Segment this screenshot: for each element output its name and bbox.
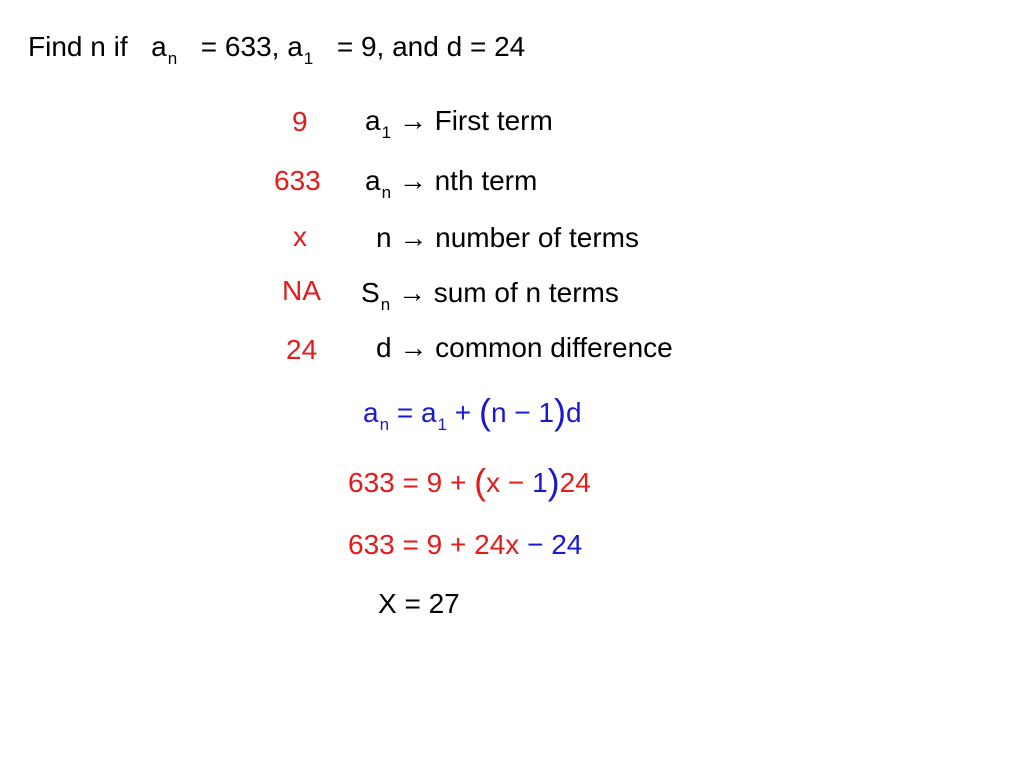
formula-one: 1: [538, 397, 555, 428]
sub2-eq: =: [402, 529, 419, 560]
arrow-icon: →: [399, 222, 428, 253]
def-symbol: a: [365, 105, 381, 136]
substitution-line-2: [348, 531, 582, 559]
sub1-24: 24: [559, 467, 591, 498]
def-number-of-terms: [376, 224, 639, 252]
value-nth-term: 633: [274, 165, 321, 196]
sub1-right-paren: ): [547, 461, 560, 502]
sub1-x: x: [486, 467, 501, 498]
n-var: n: [90, 31, 106, 62]
def-sum-of-terms: [361, 277, 619, 314]
a1-value: 9,: [360, 31, 385, 62]
if-word: if: [113, 31, 128, 62]
formula-eq: =: [396, 397, 414, 428]
sub2-633: 633: [348, 529, 395, 560]
def-first-term: [365, 105, 553, 142]
formula-a: a: [363, 397, 379, 428]
sub2-24x: 24x: [474, 529, 520, 560]
sub1-one: 1: [532, 467, 548, 498]
def-common-difference: [376, 334, 673, 362]
def-subscript: n: [380, 295, 391, 314]
def-text: common difference: [435, 332, 673, 363]
formula-n: n: [490, 397, 507, 428]
an-value: 633,: [224, 31, 280, 62]
value-sum-of-terms: NA: [282, 275, 321, 306]
sub1-9: 9: [426, 467, 443, 498]
formula-minus: −: [514, 397, 531, 428]
value-common-difference: 24: [286, 334, 318, 365]
equals-sign: =: [469, 31, 487, 62]
a1-symbol: a: [287, 31, 303, 62]
problem-statement: [28, 31, 526, 68]
formula-d: d: [566, 397, 582, 428]
formula-left-paren: (: [478, 391, 491, 432]
def-subscript: 1: [381, 123, 392, 142]
an-symbol: a: [151, 31, 167, 62]
value-number-of-terms: x: [293, 221, 307, 252]
arrow-icon: →: [398, 165, 427, 196]
def-subscript: n: [381, 183, 392, 202]
arrow-icon: →: [397, 277, 426, 308]
formula-sub-n: n: [379, 415, 390, 434]
general-formula: [363, 391, 582, 434]
def-symbol: a: [365, 165, 381, 196]
formula-right-paren: ): [554, 391, 567, 432]
substitution-line-1: [348, 461, 591, 502]
arrow-icon: →: [399, 332, 428, 363]
d-value: 24: [494, 31, 526, 62]
def-text: First term: [434, 105, 553, 136]
a1-subscript: 1: [303, 49, 314, 68]
and-word: and: [392, 31, 439, 62]
sub2-plus: +: [450, 529, 467, 560]
d-symbol: d: [446, 31, 463, 62]
equals-sign: =: [336, 31, 354, 62]
an-subscript: n: [167, 49, 178, 68]
def-text: number of terms: [435, 222, 639, 253]
formula-plus: +: [454, 397, 472, 428]
answer: X = 27: [378, 588, 460, 619]
find-word: Find: [28, 31, 83, 62]
sub2-minus: −: [527, 529, 544, 560]
sub1-plus: +: [450, 467, 467, 498]
formula-a1: a: [420, 397, 437, 428]
sub1-633: 633: [348, 467, 395, 498]
sub1-eq: =: [402, 467, 419, 498]
equals-sign: =: [200, 31, 218, 62]
def-symbol: n: [376, 222, 392, 253]
def-symbol: d: [376, 332, 392, 363]
def-text: sum of n terms: [433, 277, 619, 308]
formula-sub-1: 1: [437, 415, 448, 434]
def-symbol: S: [361, 277, 380, 308]
value-first-term: 9: [292, 106, 308, 137]
sub1-minus: −: [507, 467, 525, 498]
sub2-24: 24: [551, 529, 583, 560]
sub1-left-paren: (: [474, 461, 487, 502]
def-text: nth term: [434, 165, 538, 196]
arrow-icon: →: [398, 105, 427, 136]
sub2-9: 9: [426, 529, 443, 560]
def-nth-term: [365, 165, 538, 202]
